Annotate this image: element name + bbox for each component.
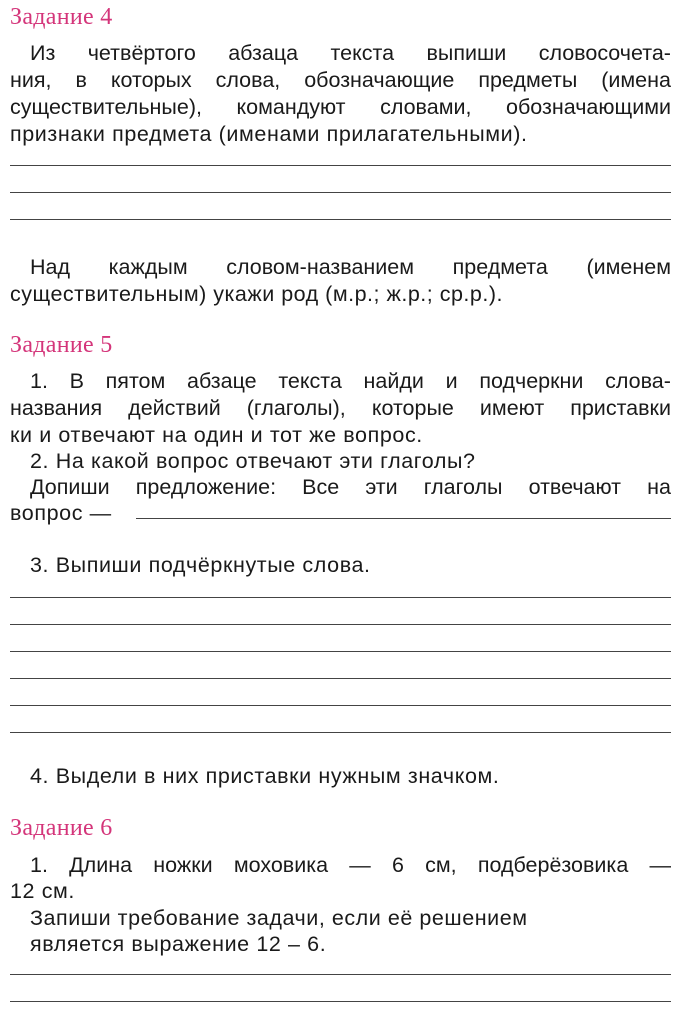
answer-line[interactable] <box>10 678 671 679</box>
word: слова- <box>605 369 671 393</box>
word: Все <box>302 475 340 499</box>
word: (имена <box>601 68 671 92</box>
word: предмета <box>452 255 548 279</box>
word: В <box>69 369 84 393</box>
task5-item4: 4. Выдели в них приставки нужным значком. <box>30 764 500 788</box>
word: предложение: <box>135 475 277 499</box>
word: см, <box>425 853 457 877</box>
task4-para2-line1 <box>30 254 671 280</box>
word: словосочета- <box>538 41 671 65</box>
word: названия <box>10 396 103 420</box>
answer-line[interactable] <box>10 624 671 625</box>
task6-item1-line4: является выражение 12 – 6. <box>30 932 327 956</box>
word: ножки <box>153 853 213 877</box>
answer-line[interactable] <box>10 192 671 193</box>
answer-line[interactable] <box>10 651 671 652</box>
word: ния, <box>10 68 52 92</box>
word: абзаца <box>228 41 299 65</box>
word: предметы <box>478 68 578 92</box>
word: 1. <box>30 369 48 393</box>
word: слова, <box>215 68 281 92</box>
word: командуют <box>236 95 346 119</box>
word: текста <box>330 41 395 65</box>
answer-line[interactable] <box>10 597 671 598</box>
word: эти <box>365 475 398 499</box>
task5-item1-line1 <box>30 368 671 394</box>
word: текста <box>278 369 342 393</box>
task4-para1-line3 <box>10 94 671 120</box>
word: действий <box>128 396 221 420</box>
word: (именем <box>586 255 671 279</box>
task5-item3: 3. Выпиши подчёркнутые слова. <box>30 553 371 577</box>
word: приставки <box>570 396 671 420</box>
word: найди <box>363 369 424 393</box>
word: (глаголы), <box>246 396 346 420</box>
word: подберёзовика <box>477 853 629 877</box>
word: словами, <box>380 95 472 119</box>
word: словом-названием <box>226 255 415 279</box>
word: Над <box>30 255 71 279</box>
word: Длина <box>69 853 133 877</box>
word: — <box>349 853 371 877</box>
word: и <box>445 369 458 393</box>
word: абзаце <box>186 369 257 393</box>
word: пятом <box>105 369 166 393</box>
word: Допиши <box>30 475 110 499</box>
word: Из <box>30 41 56 65</box>
answer-line[interactable] <box>10 705 671 706</box>
answer-line[interactable] <box>136 518 671 519</box>
answer-line[interactable] <box>10 732 671 733</box>
word: 1. <box>30 853 48 877</box>
word: которые <box>371 396 454 420</box>
word: каждым <box>108 255 188 279</box>
task5-item2-line2 <box>30 474 671 500</box>
task4-para2-line2: существительным) укажи род (м.р.; ж.р.; ср.р.). <box>10 282 503 306</box>
word: подчеркни <box>479 369 584 393</box>
word: в <box>75 68 87 92</box>
task6-heading: Задание 6 <box>10 815 113 841</box>
answer-line[interactable] <box>10 1001 671 1002</box>
word: — <box>649 853 671 877</box>
word: 6 <box>391 853 404 877</box>
task4-para1-line2 <box>10 67 671 93</box>
word: выпиши <box>426 41 507 65</box>
task6-item1-line2: 12 см. <box>10 879 75 903</box>
word: обозначающие <box>304 68 455 92</box>
answer-line[interactable] <box>10 219 671 220</box>
task5-heading: Задание 5 <box>10 332 113 358</box>
word: имеют <box>479 396 545 420</box>
task6-item1-line3: Запиши требование задачи, если её решением <box>30 906 528 930</box>
task6-item1-line1 <box>30 852 671 878</box>
word: глаголы <box>423 475 503 499</box>
word: четвёртого <box>87 41 196 65</box>
task5-item1-line2 <box>10 395 671 421</box>
task5-item2-line1: 2. На какой вопрос отвечают эти глаголы? <box>30 449 476 473</box>
answer-line[interactable] <box>10 974 671 975</box>
task4-para1-line4: признаки предмета (именами прилагательными). <box>10 122 528 146</box>
task5-item1-line3: ки и отвечают на один и тот же вопрос. <box>10 423 423 447</box>
task4-heading: Задание 4 <box>10 4 113 30</box>
word: моховика <box>233 853 329 877</box>
word: которых <box>110 68 192 92</box>
task5-item2-line3: вопрос — <box>10 501 112 525</box>
word: на <box>647 475 671 499</box>
answer-line[interactable] <box>10 165 671 166</box>
task4-para1-line1 <box>30 40 671 66</box>
word: отвечают <box>528 475 622 499</box>
word: обозначающими <box>506 95 671 119</box>
word: существительные), <box>10 95 202 119</box>
